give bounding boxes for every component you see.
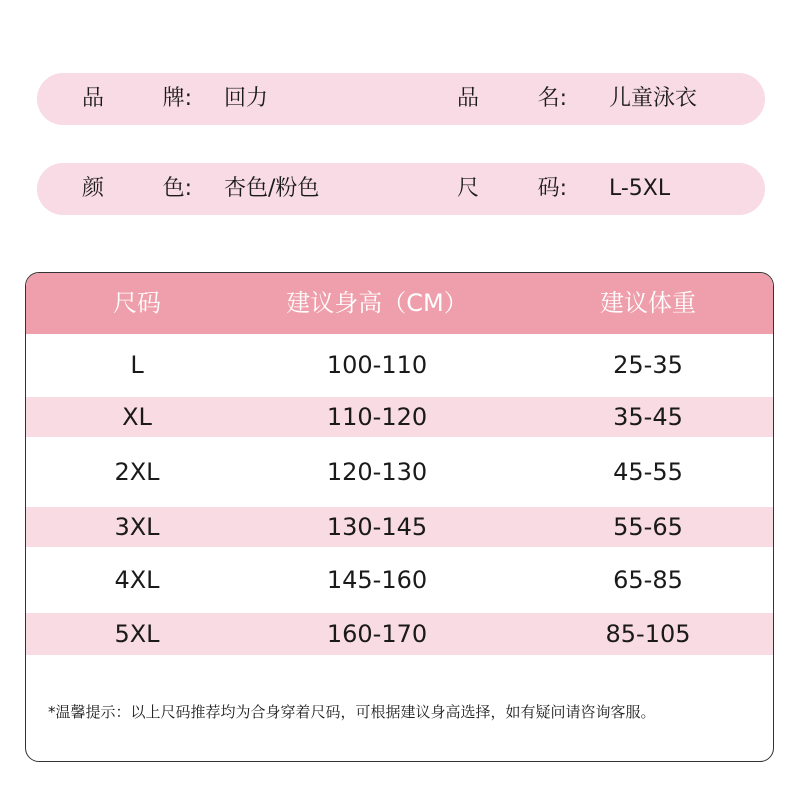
cell-weight: 25-35 xyxy=(613,351,683,379)
table-row xyxy=(26,334,773,397)
cell-weight: 45-55 xyxy=(613,458,683,486)
brand-label xyxy=(82,73,192,125)
header-size: 尺码 xyxy=(113,289,161,317)
cell-weight: 35-45 xyxy=(613,403,683,431)
cell-weight: 65-85 xyxy=(613,566,683,594)
cell-size: 2XL xyxy=(114,458,160,486)
table-row xyxy=(26,507,773,547)
product-name-value: 儿童泳衣 xyxy=(609,86,698,111)
brand-value: 回力 xyxy=(224,86,269,111)
header-weight: 建议体重 xyxy=(600,289,696,317)
product-name-label-char-2: 名: xyxy=(537,86,567,111)
size-tip-note: *温馨提示：以上尺码推荐均为合身穿着尺码，可根据建议身高选择，如有疑问请咨询客服。 xyxy=(48,703,656,721)
cell-height: 120-130 xyxy=(326,458,428,486)
cell-height: 160-170 xyxy=(326,620,428,648)
table-row xyxy=(26,547,773,613)
color-label-char-1: 颜 xyxy=(82,176,105,201)
cell-size: 5XL xyxy=(114,620,160,648)
size-label xyxy=(457,163,567,215)
size-value: L-5XL xyxy=(609,176,671,201)
cell-height: 110-120 xyxy=(326,403,428,431)
cell-size: L xyxy=(130,351,144,379)
color-value: 杏色/粉色 xyxy=(224,176,320,201)
table-header xyxy=(26,273,773,334)
info-row-color-size xyxy=(37,163,765,215)
table-row xyxy=(26,397,773,437)
size-chart-table xyxy=(25,272,774,762)
size-label-char-1: 尺 xyxy=(457,176,480,201)
product-name-label-char-1: 品 xyxy=(457,86,480,111)
cell-weight: 55-65 xyxy=(613,513,683,541)
brand-label-char-2: 牌: xyxy=(162,86,192,111)
header-height: 建议身高（CM） xyxy=(286,289,468,317)
color-label-char-2: 色: xyxy=(162,176,192,201)
cell-size: XL xyxy=(122,403,152,431)
table-row xyxy=(26,613,773,655)
brand-label-char-1: 品 xyxy=(82,86,105,111)
table-row xyxy=(26,437,773,507)
cell-height: 130-145 xyxy=(326,513,428,541)
cell-height: 145-160 xyxy=(326,566,428,594)
cell-height: 100-110 xyxy=(326,351,428,379)
product-name-label xyxy=(457,73,567,125)
color-label xyxy=(82,163,192,215)
cell-size: 3XL xyxy=(114,513,160,541)
size-label-char-2: 码: xyxy=(537,176,567,201)
cell-weight: 85-105 xyxy=(605,620,691,648)
info-row-brand-name xyxy=(37,73,765,125)
cell-size: 4XL xyxy=(114,566,160,594)
